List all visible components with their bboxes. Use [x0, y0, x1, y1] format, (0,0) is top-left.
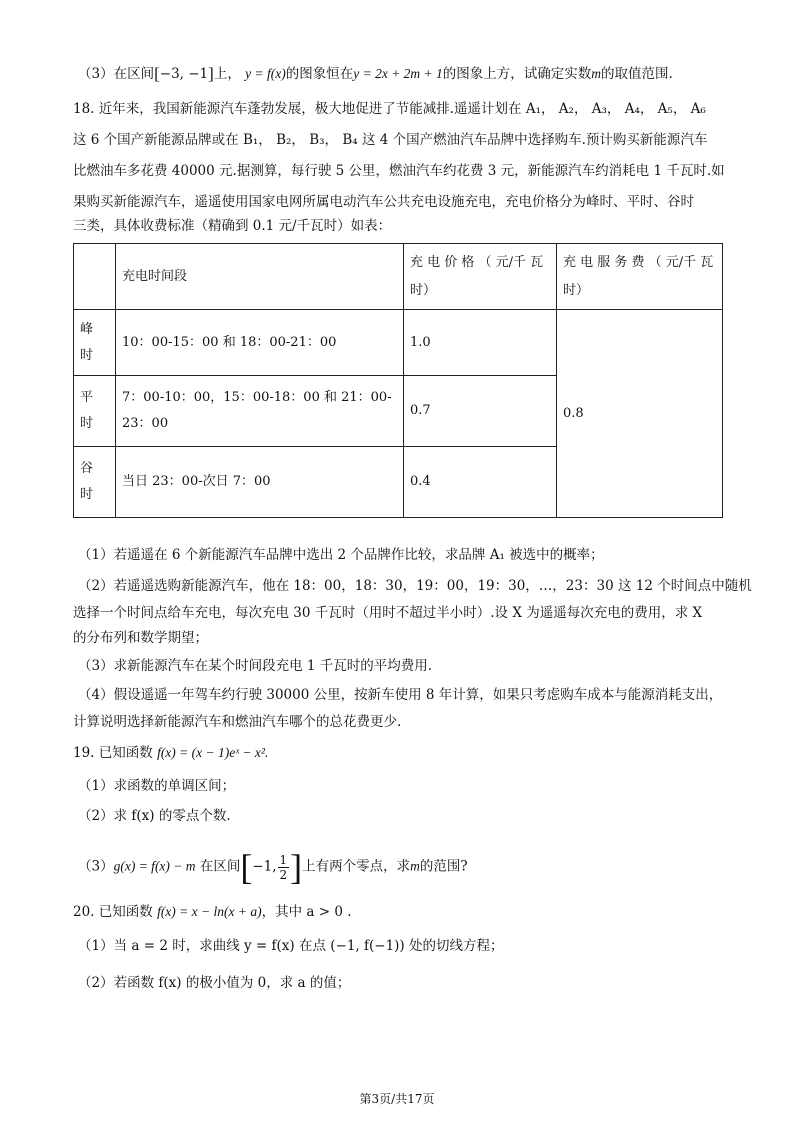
q18-part4-line1: （4）假设遥遥一年驾车约行驶 30000 公里，按新车使用 8 年计算，如果只考虑购车成本与能源消耗支出，: [78, 687, 723, 703]
table-row: 谷 时 当日 23：00-次日 7：00 0.4: [74, 447, 723, 518]
q18-part2-line1: （2）若遥遥选购新能源汽车，他在 18：00，18：30，19：00，19：30，…，23：30 这 12 个时间点中随机: [78, 578, 752, 594]
q18-stem-line5: 三类，具体收费标准（精确到 0.1 元/千瓦时）如表：: [73, 218, 392, 234]
header-service: 充 电 服 务 费 （ 元/千 瓦 时）: [557, 244, 723, 310]
q18-stem-line2: 这 6 个国产新能源品牌或在 B₁， B₂， B₃， B₄ 这 4 个国产燃油汽车品牌中选择购车.预计购买新能源汽车: [73, 132, 708, 148]
service-fee-cell: 0.8: [557, 310, 723, 518]
q18-part2-line2: 选择一个时间点给车充电，每次充电 30 千瓦时（用时不超过半小时）.设 X 为遥遥每次充电的费用，求 X: [73, 605, 703, 621]
table-row: 平 时 7：00-10：00，15：00-18：00 和 21：00-23：00 0.7: [74, 376, 723, 447]
q20-part1: （1）当 a = 2 时，求曲线 y = f(x) 在点 (−1, f(−1)) 处的切线方程；: [78, 938, 504, 954]
header-price: 充 电 价 格 （ 元/千 瓦 时）: [404, 244, 557, 310]
page-number-footer: 第3页/共17页: [359, 1092, 435, 1106]
q19-stem: 19. 已知函数 f(x) = (x − 1)eˣ − x².: [73, 745, 269, 761]
q20-part2: （2）若函数 f(x) 的极小值为 0，求 a 的值；: [78, 975, 351, 991]
q19-part3: （3）g(x) = f(x) − m 在区间[−1, $\frac{1}{2}$ ]上有两个零点，求m的范围?: [78, 847, 468, 887]
table-row: 峰 时 10：00-15：00 和 18：00-21：00 1.0 0.8: [74, 310, 723, 376]
header-period: 充电时间段: [116, 244, 404, 310]
charging-fee-table: [73, 243, 723, 518]
q18-stem-line1: 18. 近年来，我国新能源汽车蓬勃发展，极大地促进了节能减排.遥遥计划在 A₁， A₂， A₃， A₄， A₅， A₆: [73, 101, 706, 117]
q18-part4-line2: 计算说明选择新能源汽车和燃油汽车哪个的总花费更少.: [73, 714, 402, 730]
q18-part3: （3）求新能源汽车在某个时间段充电 1 千瓦时的平均费用.: [78, 658, 433, 674]
q20-stem: 20. 已知函数 f(x) = x − ln(x + a)，其中 a > 0 .: [73, 904, 352, 920]
q17-part3: （3）在区间[−3, −1]上， y = f(x)的图象恒在y = 2x + 2m + 1的图象上方，试确定实数m的取值范围.: [78, 64, 673, 83]
q18-stem-line3: 比燃油车多花费 40000 元.据测算，每行驶 5 公里，燃油汽车约花费 3 元，新能源汽车约消耗电 1 千瓦时.如: [73, 163, 725, 179]
q18-part2-line3: 的分布列和数学期望；: [73, 630, 208, 646]
q19-part1: （1）求函数的单调区间；: [78, 778, 236, 794]
q18-stem-line4: 果购买新能源汽车，遥遥使用国家电网所属电动汽车公共充电设施充电，充电价格分为峰时、平时、谷时: [73, 194, 694, 210]
q19-part2: （2）求 f(x) 的零点个数.: [78, 808, 231, 824]
q18-part1: （1）若遥遥在 6 个新能源汽车品牌中选出 2 个品牌作比较，求品牌 A₁ 被选中的概率；: [78, 547, 604, 563]
